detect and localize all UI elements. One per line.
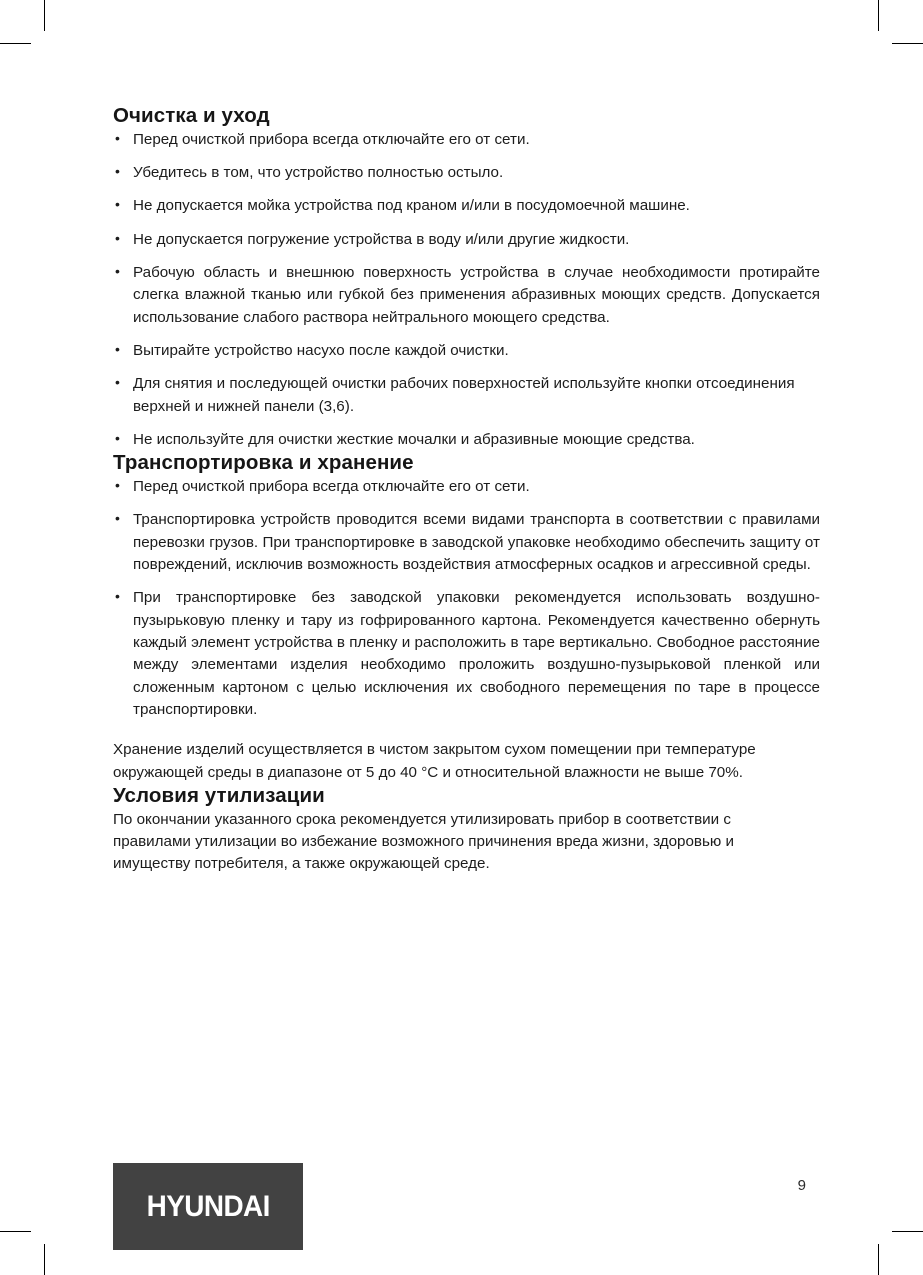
- crop-mark-top-left-horizontal: [0, 43, 31, 44]
- section-heading-transport: Транспортировка и хранение: [113, 451, 414, 475]
- crop-mark-bottom-left-vertical: [44, 1244, 45, 1275]
- section-heading-disposal: Условия утилизации: [113, 784, 325, 808]
- disposal-conditions-paragraph: По окончании указанного срока рекомендуется утилизировать прибор в соответствии с правилами утилизации во избежание возможного причинения вреда жизни, здоровью и имуществу потребителя, а также окружающей среде.: [113, 810, 734, 873]
- crop-mark-bottom-right-vertical: [878, 1244, 879, 1275]
- section-transport: [113, 451, 820, 784]
- cleaning-bullet-list: [113, 129, 820, 452]
- list-item: • Рабочую область и внешнюю поверхность устройства в случае необходимости протирайте слегка влажной тканью или губкой без применения абразивных моющих средств. Допускается использование слабого раствора нейтрального моющего средства.: [113, 262, 820, 329]
- page-footer: [113, 1163, 820, 1251]
- list-item: • Для снятия и последующей очистки рабочих поверхностей используйте кнопки отсоединения верхней и нижней панели (3,6).: [113, 373, 820, 418]
- crop-mark-top-right-horizontal: [892, 43, 923, 44]
- hyundai-logo: [113, 1163, 303, 1250]
- list-item: • Не допускается мойка устройства под краном и/или в посудомоечной машине.: [113, 195, 820, 217]
- crop-mark-top-left-vertical: [44, 0, 45, 31]
- section-disposal: [113, 784, 820, 876]
- list-item: • Убедитесь в том, что устройство полностью остыло.: [113, 162, 820, 184]
- transport-bullet-list: [113, 476, 820, 721]
- list-item: • При транспортировке без заводской упаковки рекомендуется использовать воздушно-пузырьковую пленку и тару из гофрированного картона. Рекомендуется качественно обернуть каждый элемент устройства в пленку и расположить в таре вертикально. Свободное расстояние между элементами изделия необходимо проложить воздушно-пузырьковой пленкой или сложенным картоном с целью исключения их свободного перемещения по таре в процессе транспортировки.: [113, 587, 820, 721]
- manual-page: [113, 0, 820, 1275]
- list-item: • Не используйте для очистки жесткие мочалки и абразивные моющие средства.: [113, 429, 820, 451]
- storage-conditions-paragraph: Хранение изделий осуществляется в чистом закрытом сухом помещении при температуре окружающей среды в диапазоне от 5 до 40 °C и относительной влажности не выше 70%.: [113, 741, 756, 781]
- list-item: • Перед очисткой прибора всегда отключайте его от сети.: [113, 476, 820, 498]
- page-content: [113, 104, 820, 876]
- list-item: • Транспортировка устройств проводится всеми видами транспорта в соответствии с правилами перевозки грузов. При транспортировке в заводской упаковке необходимо обеспечить защиту от повреждений, исключив возможность воздействия атмосферных осадков и агрессивной среды.: [113, 509, 820, 576]
- crop-mark-bottom-right-horizontal: [892, 1231, 923, 1232]
- section-cleaning: [113, 104, 820, 451]
- section-heading-cleaning: Очистка и уход: [113, 104, 270, 127]
- list-item: • Вытирайте устройство насухо после каждой очистки.: [113, 340, 820, 362]
- list-item: • Перед очисткой прибора всегда отключайте его от сети.: [113, 129, 820, 151]
- list-item: • Не допускается погружение устройства в воду и/или другие жидкости.: [113, 229, 820, 251]
- hyundai-logo-text: HYUNDAI: [146, 1189, 270, 1223]
- crop-mark-top-right-vertical: [878, 0, 879, 31]
- page-number: 9: [797, 1177, 806, 1194]
- crop-mark-bottom-left-horizontal: [0, 1231, 31, 1232]
